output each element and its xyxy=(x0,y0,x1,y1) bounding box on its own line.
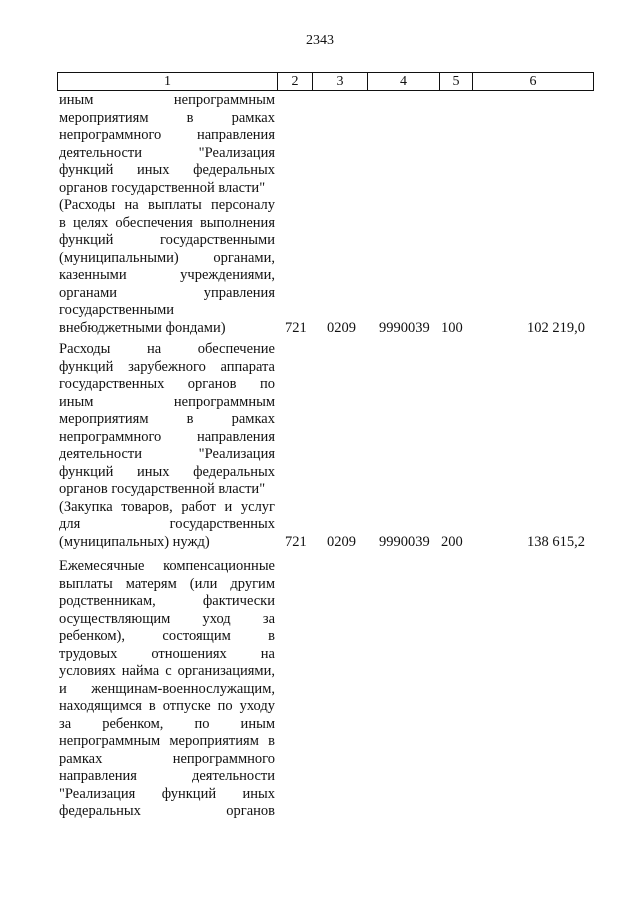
description-line: функций иных федеральных xyxy=(59,463,275,480)
ministry-code: 721 xyxy=(285,319,307,336)
target-article-code: 9990039 xyxy=(379,533,430,550)
column-header-6: 6 xyxy=(473,73,594,91)
column-header-4: 4 xyxy=(368,73,440,91)
description-line: рамках непрограммного xyxy=(59,750,275,767)
row-description xyxy=(59,92,275,337)
description-line: (муниципальными) органами, xyxy=(59,249,275,266)
description-line: условиях найма с организациями, xyxy=(59,663,275,679)
description-line: ребенком), состоящим в xyxy=(59,628,275,644)
description-line: внебюджетными фондами) xyxy=(59,319,226,336)
page-number: 2343 xyxy=(306,33,334,48)
description-line: (Расходы на выплаты персоналу xyxy=(59,197,275,213)
description-line: функций государственными xyxy=(59,232,275,248)
description-line: для государственных xyxy=(59,516,275,532)
ministry-code: 721 xyxy=(285,533,307,550)
description-line: непрограммного направления xyxy=(59,428,275,445)
description-line: направления деятельности xyxy=(59,768,275,784)
description-line: органов государственной власти" xyxy=(59,179,266,196)
description-line: находящимся в отпуске по уходу xyxy=(59,698,275,714)
description-line: федеральных органов xyxy=(59,803,275,819)
description-line: осуществляющим уход за xyxy=(59,610,275,627)
description-line: государственных органов по xyxy=(59,376,275,392)
description-line: органами управления xyxy=(59,284,275,301)
description-line: и женщинам-военнослужащим, xyxy=(59,680,275,697)
description-line: органов государственной власти" xyxy=(59,481,266,497)
description-line: деятельности "Реализация xyxy=(59,144,275,161)
amount-value: 138 615,2 xyxy=(527,533,585,550)
description-line: функций зарубежного аппарата xyxy=(59,358,275,375)
description-line: непрограммного направления xyxy=(59,127,275,143)
target-article-code: 9990039 xyxy=(379,319,430,336)
row-description xyxy=(59,558,275,821)
column-header-2: 2 xyxy=(278,73,313,91)
column-header-table xyxy=(57,72,594,91)
row-description xyxy=(59,341,275,551)
expense-type-code: 100 xyxy=(441,319,463,336)
expense-type-code: 200 xyxy=(441,533,463,550)
description-line: в целях обеспечения выполнения xyxy=(59,214,275,231)
description-line: выплаты матерям (или другим xyxy=(59,575,275,592)
description-line: казенными учреждениями, xyxy=(59,267,275,283)
column-header-5: 5 xyxy=(440,73,473,91)
description-line: "Реализация функций иных xyxy=(59,785,275,802)
description-line: иным непрограммным xyxy=(59,92,275,108)
description-line: иным непрограммным xyxy=(59,393,275,410)
description-line: Расходы на обеспечение xyxy=(59,341,275,357)
description-line: государственными xyxy=(59,302,175,318)
description-line: деятельности "Реализация xyxy=(59,446,275,462)
section-code: 0209 xyxy=(327,533,356,550)
column-header-3: 3 xyxy=(313,73,368,91)
description-line: функций иных федеральных xyxy=(59,162,275,178)
description-line: (муниципальных) нужд) xyxy=(59,533,210,550)
description-line: Ежемесячные компенсационные xyxy=(59,558,275,574)
column-header-row xyxy=(58,73,594,91)
description-line: (Закупка товаров, работ и услуг xyxy=(59,498,275,515)
description-line: мероприятиям в рамках xyxy=(59,411,275,427)
column-header-1: 1 xyxy=(58,73,278,91)
description-line: непрограммным мероприятиям в xyxy=(59,733,275,749)
section-code: 0209 xyxy=(327,319,356,336)
description-line: за ребенком, по иным xyxy=(59,715,275,732)
amount-value: 102 219,0 xyxy=(527,319,585,336)
description-line: родственникам, фактически xyxy=(59,593,275,609)
description-line: мероприятиям в рамках xyxy=(59,109,275,126)
description-line: трудовых отношениях на xyxy=(59,645,275,662)
